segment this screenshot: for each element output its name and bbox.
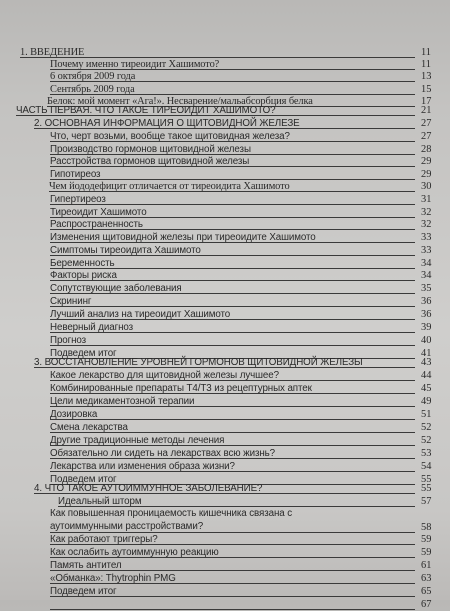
- toc-page-number: 55: [421, 474, 432, 485]
- toc-page-number: 34: [421, 258, 432, 269]
- toc-entry: [0, 231, 450, 244]
- toc-leader-line: [50, 242, 415, 243]
- toc-entry: [0, 321, 450, 334]
- toc-entry-title: Расстройства гормонов щитовидной железы: [50, 156, 250, 167]
- toc-leader-line: [50, 255, 415, 256]
- toc-leader-line: [50, 596, 415, 597]
- toc-leader-line: [50, 166, 415, 167]
- toc-page-number: 61: [421, 560, 432, 571]
- toc-entry: [0, 130, 450, 143]
- toc-entry: [0, 193, 450, 206]
- toc-page-number: 44: [421, 370, 432, 381]
- toc-entry: [0, 356, 450, 369]
- toc-page-number: 59: [421, 547, 432, 558]
- toc-page-number: 59: [421, 534, 432, 545]
- toc-entry-title: 4. ЧТО ТАКОЕ АУТОИММУННОЕ ЗАБОЛЕВАНИЕ?: [34, 483, 263, 494]
- toc-entry-title: Сопутствующие заболевания: [50, 283, 182, 294]
- toc-leader-line: [50, 570, 415, 571]
- toc-leader-line: [50, 609, 415, 610]
- toc-page-number: 11: [421, 47, 432, 58]
- toc-page-number: 17: [421, 96, 432, 107]
- toc-entry: [0, 70, 450, 83]
- toc-entry: [0, 546, 450, 559]
- toc-entry-title: Подведем итог: [50, 586, 117, 597]
- toc-entry: [0, 295, 450, 308]
- toc-entry-title: Неверный диагноз: [50, 322, 134, 333]
- toc-leader-line: [50, 445, 415, 446]
- toc-entry-title: Гипертиреоз: [50, 194, 106, 205]
- toc-leader-line: [50, 141, 415, 142]
- toc-entry-title: 6 октября 2009 года: [50, 71, 136, 82]
- toc-leader-line: [50, 293, 415, 294]
- toc-page-number: 21: [421, 105, 432, 116]
- toc-entry-title: Другие традиционные методы лечения: [50, 435, 225, 446]
- toc-leader-line: [50, 471, 415, 472]
- toc-page-number: 30: [421, 181, 432, 192]
- toc-leader-line: [50, 419, 415, 420]
- toc-leader-line: [50, 557, 415, 558]
- toc-entry: [0, 269, 450, 282]
- toc-page-number: 13: [421, 71, 432, 82]
- toc-entry: [0, 460, 450, 473]
- toc-entry: [0, 495, 450, 508]
- toc-entry-title: Скрининг: [50, 296, 92, 307]
- toc-entry-title: Факторы риска: [50, 270, 117, 281]
- toc-entry: [0, 572, 450, 585]
- toc-page-number: 54: [421, 461, 432, 472]
- toc-entry-title: Изменения щитовидной железы при тиреоидите Хашимото: [50, 232, 316, 243]
- toc-page-number: 31: [421, 194, 432, 205]
- toc-page-number: 41: [421, 348, 432, 359]
- toc-entry-title: Дозировка: [50, 409, 98, 420]
- toc-entry-title: Симптомы тиреоидита Хашимото: [50, 245, 201, 256]
- toc-entry-title: Как работают триггеры?: [50, 534, 158, 545]
- toc-leader-line: [50, 229, 415, 230]
- toc-entry: [0, 334, 450, 347]
- toc-leader-line: [34, 367, 415, 368]
- toc-entry: [0, 369, 450, 382]
- toc-entry-title: Лучший анализ на тиреоидит Хашимото: [50, 309, 231, 320]
- toc-page-number: 40: [421, 335, 432, 346]
- toc-page-number: 35: [421, 283, 432, 294]
- toc-leader-line: [50, 458, 415, 459]
- toc-page-number: 33: [421, 245, 432, 256]
- toc-page-number: 57: [421, 496, 432, 507]
- toc-entry-title: Подведем итог: [50, 348, 117, 359]
- toc-entry-title: Почему именно тиреоидит Хашимото?: [50, 59, 220, 70]
- toc-page-number: 65: [421, 586, 432, 597]
- toc-entry-title: Подведем итог: [50, 474, 117, 485]
- toc-entry: [0, 117, 450, 130]
- toc-leader-line: [50, 583, 415, 584]
- toc-entry: [0, 559, 450, 572]
- toc-page-number: 52: [421, 422, 432, 433]
- toc-leader-line: [50, 81, 415, 82]
- toc-entry-title: Комбинированные препараты T4/T3 из рецептурных аптек: [50, 383, 312, 394]
- toc-entry: [0, 382, 450, 395]
- toc-leader-line: [50, 544, 415, 545]
- toc-leader-line: [50, 204, 415, 205]
- toc-page-number: 43: [421, 357, 432, 368]
- toc-entry-title: Сентябрь 2009 года: [50, 84, 135, 95]
- toc-page-number: 45: [421, 383, 432, 394]
- toc-page-number: 49: [421, 396, 432, 407]
- toc-leader-line: [50, 306, 415, 307]
- toc-entry: [0, 408, 450, 421]
- toc-entry-title: Как ослабить аутоиммунную реакцию: [50, 547, 219, 558]
- toc-page-number: 29: [421, 156, 432, 167]
- toc-leader-line: [50, 380, 415, 381]
- toc-leader-line: [49, 191, 415, 192]
- toc-entry: [0, 104, 450, 117]
- toc-page-number: 58: [421, 522, 432, 533]
- toc-entry-title: Чем йододефицит отличается от тиреоидита Хашимото: [49, 181, 290, 192]
- toc-entry: [0, 533, 450, 546]
- toc-entry: [0, 585, 450, 598]
- toc-page-number: 63: [421, 573, 432, 584]
- toc-page-number: 39: [421, 322, 432, 333]
- toc-leader-line: [16, 115, 415, 116]
- toc-entry-title: Беременность: [50, 258, 115, 269]
- toc-page-number: 32: [421, 207, 432, 218]
- toc-entry: [0, 434, 450, 447]
- toc-page-number: 36: [421, 309, 432, 320]
- toc-leader-line: [50, 280, 415, 281]
- toc-page-number: 52: [421, 435, 432, 446]
- toc-entry-title: Как повышенная проницаемость кишечника связана с аутоиммунными расстройствами?: [50, 508, 293, 532]
- toc-page-number: 51: [421, 409, 432, 420]
- toc-entry-title: ЧАСТЬ ПЕРВАЯ. ЧТО ТАКОЕ ТИРЕОИДИТ ХАШИМОТО?: [16, 105, 276, 116]
- toc-page-number: 29: [421, 169, 432, 180]
- toc-entry: [0, 395, 450, 408]
- toc-entry: [0, 282, 450, 295]
- toc-entry-title: 1. ВВЕДЕНИЕ: [20, 47, 85, 58]
- toc-entry: [0, 155, 450, 168]
- toc-entry-title: 2. ОСНОВНАЯ ИНФОРМАЦИЯ О ЩИТОВИДНОЙ ЖЕЛЕЗЕ: [34, 118, 300, 129]
- toc-page-number: 67: [421, 599, 432, 610]
- toc-entry-title: Распространенность: [50, 219, 143, 230]
- toc-leader-line: [34, 493, 415, 494]
- toc-leader-line: [34, 128, 415, 129]
- toc-page-number: 53: [421, 448, 432, 459]
- toc-entry: [0, 180, 450, 193]
- toc-entry-title: Прогноз: [50, 335, 87, 346]
- toc-entry: [0, 218, 450, 231]
- toc-page-number: 55: [421, 483, 432, 494]
- toc-leader-line: [50, 345, 415, 346]
- toc-page-number: 34: [421, 270, 432, 281]
- toc-entry-title: Производство гормонов щитовидной железы: [50, 144, 251, 155]
- toc-entry-title: Лекарства или изменения образа жизни?: [50, 461, 235, 472]
- toc-entry-title: Какое лекарство для щитовидной железы лучшее?: [50, 370, 279, 381]
- toc-page-number: 15: [421, 84, 432, 95]
- toc-entry: [0, 308, 450, 321]
- toc-entry-title: «Обманка»: Thytrophin PMG: [50, 573, 176, 584]
- toc-leader-line: [58, 506, 415, 507]
- toc-entry: [0, 482, 450, 495]
- toc-entry-title: Цели медикаментозной терапии: [50, 396, 195, 407]
- toc-page-number: 36: [421, 296, 432, 307]
- toc-entry-title: Гипотиреоз: [50, 169, 101, 180]
- toc-entry-title: Память антител: [50, 560, 122, 571]
- toc-page-number: 32: [421, 219, 432, 230]
- toc-page-number: 11: [421, 59, 432, 70]
- toc-entry-title: Смена лекарства: [50, 422, 128, 433]
- toc-page-number: 27: [421, 118, 432, 129]
- toc-entry: [0, 447, 450, 460]
- toc-entry-title: 3. ВОССТАНОВЛЕНИЕ УРОВНЕЙ ГОРМОНОВ ЩИТОВИДНОЙ ЖЕЛЕЗЫ: [34, 357, 363, 368]
- toc-leader-line: [50, 332, 415, 333]
- toc-page-number: 27: [421, 131, 432, 142]
- toc-entry-title: Тиреоидит Хашимото: [50, 207, 147, 218]
- toc-entry-title: Что, черт возьми, вообще такое щитовидная железа?: [50, 131, 290, 142]
- toc-entry-title: Идеальный шторм: [58, 496, 142, 507]
- toc-entry: [0, 244, 450, 257]
- toc-leader-line: [50, 393, 415, 394]
- toc-entry-title: Белок: мой момент «Ага!». Несварение/мальабсорбция белка: [47, 96, 313, 107]
- toc-leader-line: [50, 432, 415, 433]
- toc-page-number: 28: [421, 144, 432, 155]
- toc-page-number: 33: [421, 232, 432, 243]
- toc-leader-line: [50, 406, 415, 407]
- toc-entry: [0, 508, 450, 534]
- toc-leader-line: [50, 319, 415, 320]
- toc-entry-title: Обязательно ли сидеть на лекарствах всю жизнь?: [50, 448, 276, 459]
- toc-entry: [0, 421, 450, 434]
